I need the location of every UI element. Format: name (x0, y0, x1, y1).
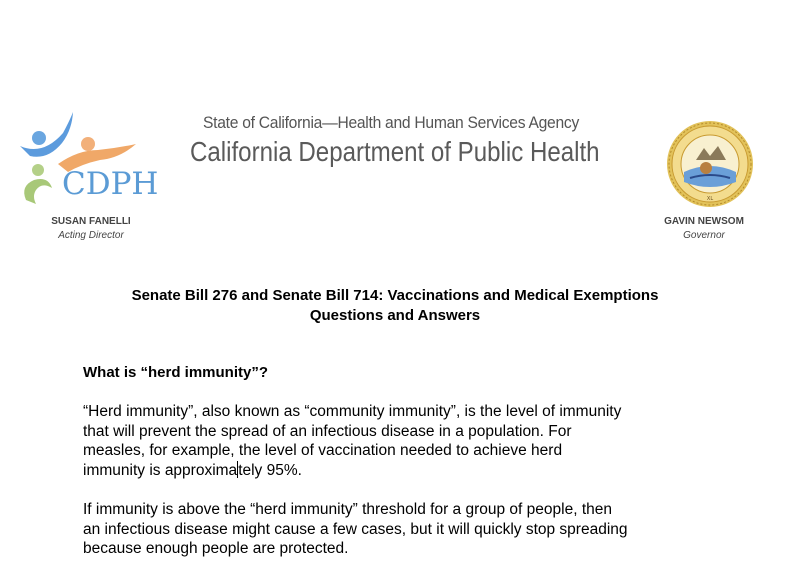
line-text-before-cursor: immunity is approxima (83, 461, 238, 479)
state-seal-icon (666, 120, 754, 208)
left-official (11, 215, 171, 243)
director-title: Acting Director (58, 230, 124, 241)
cdph-logo (18, 108, 168, 210)
question-heading: What is “herd immunity”? (83, 364, 269, 381)
paragraph-line: If immunity is above the “herd immunity” threshold for a group of people, then (83, 501, 612, 518)
agency-line: State of California—Health and Human Services Agency (203, 113, 579, 132)
paragraph-line: that will prevent the spread of an infectious disease in a population. For (83, 422, 572, 440)
paragraph-line (83, 461, 723, 481)
right-official (624, 215, 784, 243)
document-title-line-1: Senate Bill 276 and Senate Bill 714: Vaccinations and Medical Exemptions (131, 287, 659, 304)
paragraph-line: “Herd immunity”, also known as “community immunity”, is the level of immunity (83, 403, 622, 420)
line-text-after-cursor: tely 95%. (238, 461, 302, 479)
paragraph-threshold[interactable] (83, 500, 723, 559)
department-name: California Department of Public Health (190, 136, 600, 167)
paragraph-line: measles, for example, the level of vaccination needed to achieve herd (83, 442, 563, 459)
paragraph-herd-immunity[interactable] (83, 402, 723, 480)
governor-title: Governor (683, 230, 725, 241)
svg-text:XL: XL (706, 196, 714, 202)
document-title-line-2: Questions and Answers (309, 307, 481, 324)
logo-text: CDPH (62, 166, 159, 202)
director-name: SUSAN FANELLI (51, 216, 131, 227)
paragraph-line: because enough people are protected. (83, 540, 349, 557)
paragraph-line: an infectious disease might cause a few cases, but it will quickly stop spreading (83, 520, 628, 538)
governor-name: GAVIN NEWSOM (664, 216, 744, 227)
